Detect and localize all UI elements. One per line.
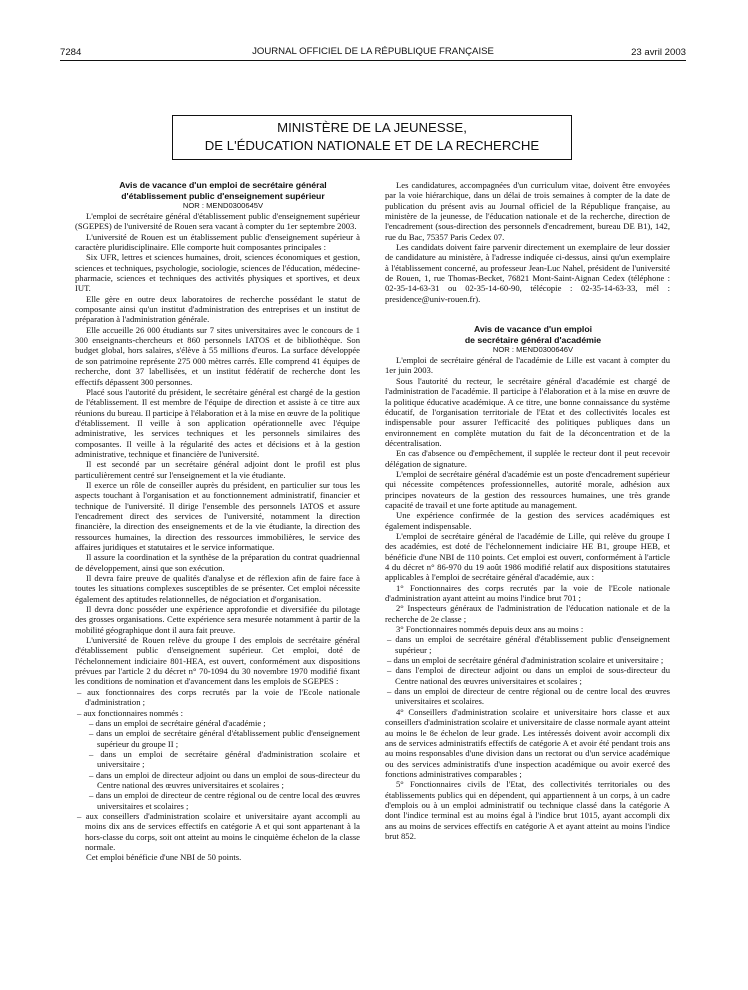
avis1-title-2: d'établissement public d'enseignement supérieur xyxy=(121,190,325,201)
page-header xyxy=(60,46,686,58)
avis2-body xyxy=(385,355,670,634)
list-item: – dans un emploi de secrétaire général d'établissement public d'enseignement supérieur ; xyxy=(387,634,670,655)
paragraph: L'université de Rouen est un établissement public d'enseignement supérieur à caractère pluridisciplinaire. Elle comporte huit composantes principales : xyxy=(75,231,360,253)
paragraph: 4° Conseillers d'administration scolaire et universitaire hors classe et aux conseillers d'administration scolaire et universitaire de classe normale ayant atteint au moins le 8e échelon de leur grade. Les intéressés doivent avoir accompli dix ans de services administratifs effectifs de catégorie A et avoir été pendant trois ans au moins responsables d'une division dans un rectorat ou d'un service académique ou des services administratifs d'une inspection académique ou avoir exercé des fonctions administratives comparables ; xyxy=(385,706,670,779)
list-item: – aux fonctionnaires nommés : xyxy=(77,707,183,718)
paragraph: Une expérience confirmée de la gestion des services académiques est également indispensable. xyxy=(385,510,670,531)
issue-date: 23 avril 2003 xyxy=(631,46,686,58)
paragraph: Six UFR, lettres et sciences humaines, droit, sciences économiques et gestion, sciences et techniques, psychologie, sociologie, sciences de l'éducation, médecine-pharmacie, sciences et techniques des activités physiques et sportives, et deux IUT. xyxy=(75,252,360,294)
right-column xyxy=(385,180,670,841)
list-item: – aux conseillers d'administration scolaire et universitaire ayant accompli au moins dix ans de services effectifs en catégorie A et qui sont appartenant à la hors-classe du corps, soit ont atteint au moins le cinquième échelon de la classe normale. xyxy=(77,810,360,852)
right1-body xyxy=(385,180,670,304)
ministry-line-1: MINISTÈRE DE LA JEUNESSE, xyxy=(277,120,467,135)
paragraph: Il devra faire preuve de qualités d'analyse et de réflexion afin de faire face à toutes les situations complexes susceptibles de se présenter. Cet emploi nécessite également des aptitudes relationnelles, de négociation et d'organisation. xyxy=(75,573,360,604)
avis2-nor: NOR : MEND0300646V xyxy=(492,345,574,355)
list-item: – dans un emploi de directeur de centre régional ou de centre local des œuvres universitaires et scolaires ; xyxy=(89,790,360,811)
list-item: – dans un emploi de directeur adjoint ou dans un emploi de sous-directeur du Centre national des œuvres universitaires et scolaires ; xyxy=(89,769,360,790)
ministry-box xyxy=(172,115,572,160)
paragraph: L'emploi de secrétaire général d'établissement public d'enseignement supérieur (SGEPES) de l'université de Rouen sera vacant à compter du 1er septembre 2003. xyxy=(75,211,360,232)
paragraph: Elle gère en outre deux laboratoires de recherche possédant le statut de composante ainsi qu'un institut d'administration des entreprises et un institut de préparation à l'administration générale. xyxy=(75,293,360,325)
paragraph: En cas d'absence ou d'empêchement, il supplée le recteur dont il peut recevoir délégation de signature. xyxy=(385,448,670,469)
list-item: – dans un emploi de directeur de centre régional ou de centre local des œuvres universitaires et scolaires. xyxy=(387,686,670,707)
avis1-closing: Cet emploi bénéficie d'une NBI de 50 points. xyxy=(86,852,242,863)
avis2-title-1: Avis de vacance d'un emploi xyxy=(473,324,593,335)
list-item: – dans l'emploi de directeur adjoint ou dans un emploi de sous-directeur du Centre national des œuvres universitaires et scolaires ; xyxy=(387,665,670,686)
header-rule xyxy=(60,60,686,61)
paragraph: Les candidats doivent faire parvenir directement un exemplaire de leur dossier de candidature au ministère, à l'adresse indiquée ci-dessus, ainsi qu'un exemplaire à l'établissement concerné, au professeur Jean-Luc Nahel, président de l'université de Rouen, 1, rue Thomas-Becket, 76821 Mont-Saint-Aignan Cedex (téléphone : 02-35-14-63-31 ou 02-35-14-60-90, télécopie : 02-35-14-63-33, mél : presidence@univ-rouen.fr). xyxy=(385,242,670,304)
avis1-title-1: Avis de vacance d'un emploi de secrétaire général xyxy=(119,180,327,190)
avis2-list xyxy=(385,634,670,706)
list-item: – dans un emploi de secrétaire général d'administration scolaire et universitaire ; xyxy=(387,655,664,666)
avis2-title-2: de secrétaire général d'académie xyxy=(464,334,602,345)
avis1-list xyxy=(75,687,360,853)
paragraph: Il devra donc posséder une expérience approfondie et diversifiée du pilotage des grosses organisations. Cette expérience sera mesurée notamment à partir de la mobilité géographique dont il aura fait preuve. xyxy=(75,604,360,635)
paragraph: Il exerce un rôle de conseiller auprès du président, en particulier sur tous les aspects touchant à l'organisation et au fonctionnement administratif, financier et technique de l'université. Il dirige l'ensemble des personnels IATOS et assure l'encadrement direct des services de l'université, notamment la direction financière, la direction des enseignements et de la vie étudiante, la direction des ressources humaines, la direction des ressources immobilières, le service des affaires juridiques et statutaires et le service informatique. xyxy=(75,479,360,552)
list-item: – dans un emploi de secrétaire général d'administration scolaire et universitaire ; xyxy=(89,748,360,770)
page-number: 7284 xyxy=(60,46,82,58)
paragraph: 3° Fonctionnaires nommés depuis deux ans au moins : xyxy=(396,624,584,635)
paragraph: L'emploi de secrétaire général d'académie est un poste d'encadrement supérieur qui nécessite compétences professionnelles, autorité morale, adhésion aux principes novateurs de la gestion des ressources humaines, une très grande capacité de travail et une forte aptitude au management. xyxy=(385,468,670,510)
paragraph: Placé sous l'autorité du président, le secrétaire général est chargé de la gestion de l'établissement. Il est membre de l'équipe de direction et assiste à ce titre aux réunions du bureau. Il participe à l'élaboration et à la mise en œuvre de la politique d'établissement. Il veille à son application opérationnelle avec l'équipe administrative, les services techniques et les personnels similaires des composantes. Il veille à la régularité des actes et décisions et à la gestion administrative, technique et financière de l'université. xyxy=(75,386,360,459)
list-item: – dans un emploi de secrétaire général d'académie ; xyxy=(89,717,266,728)
paragraph: L'emploi de secrétaire général de l'académie de Lille, qui relève du groupe I des académies, est doté de l'échelonnement indiciaire HE B1, groupe HEB, et bénéficie d'une NBI de 110 points. Cet emploi est ouvert, conformément à l'article 4 du décret n° 86-970 du 19 août 1986 modifié relatif aux dispositions statutaires applicables à l'emploi de secrétaire général d'académie, aux : xyxy=(385,530,670,583)
paragraph: 5° Fonctionnaires civils de l'Etat, des collectivités territoriales ou des établissements publics qui en dépendent, qui appartiennent à un corps, à un cadre d'emplois ou à un emploi administratif ou technique classé dans la catégorie A dont l'indice terminal est au moins égal à l'indice brut 1015, ayant accompli dix ans au moins de services effectifs en catégorie A et ayant atteint au moins l'indice brut 852. xyxy=(385,779,670,841)
paragraph: Les candidatures, accompagnées d'un curriculum vitae, doivent être envoyées par la voie hiérarchique, dans un délai de trois semaines à compter de la date de publication du présent avis au Journal officiel de la République française, au ministère de la jeunesse, de l'éducation nationale et de la recherche, direction de l'encadrement (sous-direction des personnels d'encadrement, bureau DE B1), 142, rue du Bac, 75357 Paris Cedex 07. xyxy=(385,180,670,242)
paragraph: L'emploi de secrétaire général de l'académie de Lille est vacant à compter du 1er juin 2003. xyxy=(385,355,670,376)
avis1-nor: NOR : MEND0300645V xyxy=(182,201,264,210)
ministry-line-2: DE L'ÉDUCATION NATIONALE ET DE LA RECHERCHE xyxy=(204,138,540,153)
paragraph: Sous l'autorité du recteur, le secrétaire général d'académie est chargé de l'administration de l'académie. Il participe à l'élaboration et à la mise en œuvre de la politique éducative académique. A ce titre, une bonne connaissance du système éducatif, de l'organisation territoriale de l'Etat et des collectivités locales est indispensable pour assurer l'efficacité des politiques publiques dans un environnement en complète mutation du fait de la déconcentration et de la décentralisation. xyxy=(385,375,670,448)
paragraph: 2° Inspecteurs généraux de l'administration de l'éducation nationale et de la recherche de 2e classe ; xyxy=(385,603,670,624)
avis2-tail xyxy=(385,707,670,841)
journal-title: JOURNAL OFFICIEL DE LA RÉPUBLIQUE FRANÇAISE xyxy=(252,46,494,57)
paragraph: 1° Fonctionnaires des corps recrutés par la voie de l'Ecole nationale d'administration ayant atteint au moins l'indice brut 701 ; xyxy=(385,582,670,604)
list-item: – aux fonctionnaires des corps recrutés par la voie de l'Ecole nationale d'administration ; xyxy=(77,686,360,708)
paragraph: L'université de Rouen relève du groupe I des emplois de secrétaire général d'établissement public d'enseignement supérieur. Cet emploi, doté de l'échelonnement indiciaire 801-HEA, est ouvert, conformément aux dispositions prévues par l'article 2 du décret n° 70-1094 du 30 novembre 1970 modifié fixant les conditions de nomination et d'avancement dans les emplois de SGEPES : xyxy=(75,635,360,687)
paragraph: Elle accueille 26 000 étudiants sur 7 sites universitaires avec le concours de 1 300 enseignants-chercheurs et 860 personnels IATOS et de bibliothèque. Son budget global, hors salaires, s'élève à 55 millions d'euros. La surface développée de son patrimoine représente 275 000 mètres carrés. Elle comprend 41 équipes de recherche, dont 37 labellisées, et un institut fédératif de recherche dont les effectifs dépassent 300 personnes. xyxy=(75,324,360,387)
paragraph: Il assure la coordination et la synthèse de la préparation du contrat quadriennal de développement, ainsi que son exécution. xyxy=(75,552,360,573)
list-item: – dans un emploi de secrétaire général d'établissement public d'enseignement supérieur du groupe II ; xyxy=(89,728,360,749)
avis1-body xyxy=(75,211,360,687)
left-column xyxy=(75,180,360,863)
paragraph: Il est secondé par un secrétaire général adjoint dont le profil est plus particulièrement centré sur l'enseignement et la vie étudiante. xyxy=(75,459,360,480)
